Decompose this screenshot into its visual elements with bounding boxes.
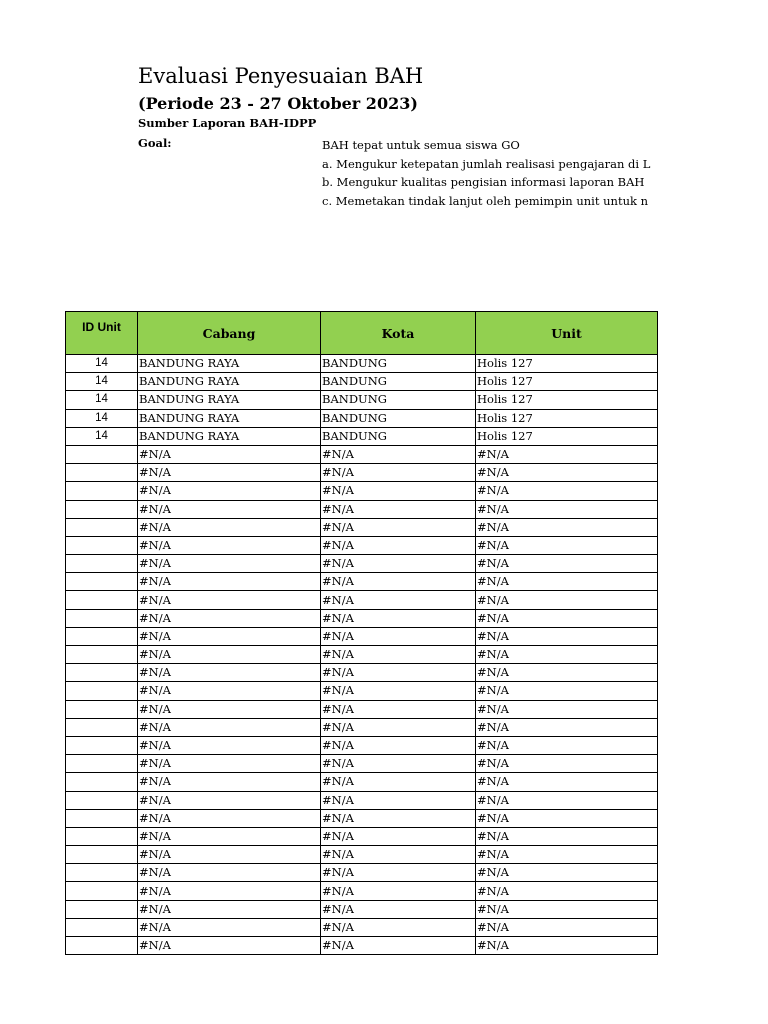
cell-kota[interactable]: #N/A <box>321 755 476 773</box>
cell-cabang[interactable]: #N/A <box>138 518 321 536</box>
cell-kota[interactable]: #N/A <box>321 846 476 864</box>
cell-cabang[interactable]: #N/A <box>138 755 321 773</box>
cell-unit[interactable]: #N/A <box>476 609 658 627</box>
table-row <box>66 827 658 845</box>
cell-id-unit[interactable] <box>66 918 138 936</box>
cell-kota[interactable]: #N/A <box>321 536 476 554</box>
cell-kota[interactable]: #N/A <box>321 609 476 627</box>
table-row <box>66 609 658 627</box>
cell-kota[interactable]: #N/A <box>321 464 476 482</box>
cell-unit[interactable]: #N/A <box>476 755 658 773</box>
table-row <box>66 427 658 445</box>
cell-cabang[interactable]: #N/A <box>138 591 321 609</box>
table-header-row <box>66 312 658 355</box>
cell-kota[interactable]: #N/A <box>321 937 476 955</box>
cell-cabang[interactable]: BANDUNG RAYA <box>138 409 321 427</box>
cell-id-unit[interactable] <box>66 627 138 645</box>
table-row <box>66 700 658 718</box>
cell-unit[interactable]: #N/A <box>476 900 658 918</box>
cell-unit[interactable]: #N/A <box>476 555 658 573</box>
cell-cabang[interactable]: #N/A <box>138 482 321 500</box>
table-row <box>66 864 658 882</box>
cell-kota[interactable]: #N/A <box>321 555 476 573</box>
table-row <box>66 846 658 864</box>
cell-id-unit[interactable] <box>66 591 138 609</box>
cell-kota[interactable]: #N/A <box>321 882 476 900</box>
page-title: Evaluasi Penyesuaian BAH <box>138 64 424 88</box>
cell-id-unit[interactable] <box>66 609 138 627</box>
table-row <box>66 773 658 791</box>
cell-cabang[interactable]: #N/A <box>138 918 321 936</box>
table-row <box>66 482 658 500</box>
cell-cabang[interactable]: #N/A <box>138 773 321 791</box>
cell-id-unit[interactable] <box>66 646 138 664</box>
cell-unit[interactable]: #N/A <box>476 573 658 591</box>
table-row <box>66 500 658 518</box>
cell-unit[interactable]: Holis 127 <box>476 391 658 409</box>
table-row <box>66 682 658 700</box>
cell-cabang[interactable]: #N/A <box>138 500 321 518</box>
cell-kota[interactable]: #N/A <box>321 482 476 500</box>
cell-unit[interactable]: #N/A <box>476 682 658 700</box>
cell-id-unit[interactable] <box>66 482 138 500</box>
cell-kota[interactable]: #N/A <box>321 736 476 754</box>
cell-id-unit[interactable]: 14 <box>66 427 138 445</box>
cell-unit[interactable]: Holis 127 <box>476 373 658 391</box>
column-header-unit: Unit <box>476 312 658 355</box>
table-row <box>66 664 658 682</box>
column-header-kota: Kota <box>321 312 476 355</box>
cell-id-unit[interactable] <box>66 827 138 845</box>
cell-cabang[interactable]: #N/A <box>138 937 321 955</box>
cell-id-unit[interactable] <box>66 809 138 827</box>
cell-unit[interactable]: #N/A <box>476 627 658 645</box>
cell-cabang[interactable]: #N/A <box>138 682 321 700</box>
cell-unit[interactable]: Holis 127 <box>476 355 658 373</box>
cell-cabang[interactable]: #N/A <box>138 609 321 627</box>
cell-id-unit[interactable] <box>66 500 138 518</box>
cell-cabang[interactable]: BANDUNG RAYA <box>138 373 321 391</box>
table-row <box>66 646 658 664</box>
cell-unit[interactable]: #N/A <box>476 736 658 754</box>
goal-line: a. Mengukur ketepatan jumlah realisasi pengajaran di L <box>322 156 651 171</box>
cell-cabang[interactable]: #N/A <box>138 536 321 554</box>
cell-unit[interactable]: #N/A <box>476 536 658 554</box>
table-row <box>66 373 658 391</box>
cell-id-unit[interactable] <box>66 791 138 809</box>
cell-kota[interactable]: #N/A <box>321 627 476 645</box>
cell-cabang[interactable]: #N/A <box>138 664 321 682</box>
cell-cabang[interactable]: #N/A <box>138 627 321 645</box>
cell-unit[interactable]: #N/A <box>476 864 658 882</box>
cell-kota[interactable]: #N/A <box>321 518 476 536</box>
cell-unit[interactable]: #N/A <box>476 809 658 827</box>
column-header-id-unit: ID Unit <box>66 312 138 355</box>
cell-cabang[interactable]: BANDUNG RAYA <box>138 355 321 373</box>
cell-kota[interactable]: #N/A <box>321 664 476 682</box>
cell-kota[interactable]: BANDUNG <box>321 391 476 409</box>
table-row <box>66 918 658 936</box>
cell-id-unit[interactable] <box>66 536 138 554</box>
cell-kota[interactable]: #N/A <box>321 918 476 936</box>
cell-kota[interactable]: BANDUNG <box>321 427 476 445</box>
cell-cabang[interactable]: #N/A <box>138 555 321 573</box>
cell-unit[interactable]: #N/A <box>476 846 658 864</box>
cell-unit[interactable]: #N/A <box>476 518 658 536</box>
cell-id-unit[interactable] <box>66 718 138 736</box>
cell-unit[interactable]: #N/A <box>476 445 658 463</box>
cell-id-unit[interactable] <box>66 573 138 591</box>
cell-kota[interactable]: #N/A <box>321 791 476 809</box>
cell-kota[interactable]: #N/A <box>321 864 476 882</box>
cell-id-unit[interactable] <box>66 773 138 791</box>
cell-cabang[interactable]: #N/A <box>138 791 321 809</box>
cell-unit[interactable]: Holis 127 <box>476 409 658 427</box>
table-row <box>66 536 658 554</box>
table-row <box>66 900 658 918</box>
cell-id-unit[interactable]: 14 <box>66 391 138 409</box>
table-row <box>66 755 658 773</box>
cell-id-unit[interactable] <box>66 555 138 573</box>
cell-id-unit[interactable] <box>66 664 138 682</box>
cell-id-unit[interactable] <box>66 700 138 718</box>
cell-cabang[interactable]: #N/A <box>138 464 321 482</box>
cell-cabang[interactable]: BANDUNG RAYA <box>138 427 321 445</box>
table-row <box>66 445 658 463</box>
cell-id-unit[interactable]: 14 <box>66 409 138 427</box>
cell-unit[interactable]: #N/A <box>476 500 658 518</box>
cell-id-unit[interactable] <box>66 736 138 754</box>
cell-cabang[interactable]: #N/A <box>138 736 321 754</box>
cell-unit[interactable]: #N/A <box>476 827 658 845</box>
table-row <box>66 355 658 373</box>
goal-line: b. Mengukur kualitas pengisian informasi laporan BAH <box>322 175 645 189</box>
table-row <box>66 809 658 827</box>
cell-id-unit[interactable] <box>66 682 138 700</box>
table-row <box>66 464 658 482</box>
cell-id-unit[interactable] <box>66 518 138 536</box>
cell-unit[interactable]: #N/A <box>476 937 658 955</box>
cell-id-unit[interactable]: 14 <box>66 355 138 373</box>
cell-unit[interactable]: #N/A <box>476 918 658 936</box>
cell-id-unit[interactable]: 14 <box>66 373 138 391</box>
unit-table <box>65 311 658 955</box>
cell-unit[interactable]: #N/A <box>476 882 658 900</box>
cell-id-unit[interactable] <box>66 755 138 773</box>
cell-cabang[interactable]: #N/A <box>138 718 321 736</box>
table-row <box>66 555 658 573</box>
cell-unit[interactable]: #N/A <box>476 718 658 736</box>
table-row <box>66 882 658 900</box>
goal-line: c. Memetakan tindak lanjut oleh pemimpin unit untuk n <box>322 193 649 208</box>
cell-id-unit[interactable] <box>66 900 138 918</box>
cell-id-unit[interactable] <box>66 846 138 864</box>
period-subtitle: (Periode 23 - 27 Oktober 2023) <box>138 94 418 113</box>
cell-kota[interactable]: #N/A <box>321 700 476 718</box>
table-row <box>66 791 658 809</box>
cell-cabang[interactable]: #N/A <box>138 700 321 718</box>
cell-kota[interactable]: BANDUNG <box>321 373 476 391</box>
goal-line: BAH tepat untuk semua siswa GO <box>322 138 520 152</box>
table-row <box>66 518 658 536</box>
cell-kota[interactable]: #N/A <box>321 809 476 827</box>
table-row <box>66 937 658 955</box>
cell-unit[interactable]: #N/A <box>476 791 658 809</box>
cell-cabang[interactable]: #N/A <box>138 646 321 664</box>
goal-label: Goal: <box>138 136 172 150</box>
cell-cabang[interactable]: #N/A <box>138 573 321 591</box>
table-row <box>66 573 658 591</box>
cell-kota[interactable]: #N/A <box>321 573 476 591</box>
column-header-cabang: Cabang <box>138 312 321 355</box>
cell-id-unit[interactable] <box>66 445 138 463</box>
table-row <box>66 591 658 609</box>
cell-cabang[interactable]: #N/A <box>138 846 321 864</box>
table-row <box>66 409 658 427</box>
cell-unit[interactable]: #N/A <box>476 664 658 682</box>
cell-kota[interactable]: #N/A <box>321 591 476 609</box>
cell-cabang[interactable]: #N/A <box>138 445 321 463</box>
cell-id-unit[interactable] <box>66 937 138 955</box>
cell-cabang[interactable]: #N/A <box>138 900 321 918</box>
cell-kota[interactable]: #N/A <box>321 500 476 518</box>
cell-id-unit[interactable] <box>66 464 138 482</box>
cell-cabang[interactable]: BANDUNG RAYA <box>138 391 321 409</box>
goal-list <box>322 136 658 208</box>
table-row <box>66 718 658 736</box>
cell-unit[interactable]: #N/A <box>476 591 658 609</box>
cell-id-unit[interactable] <box>66 864 138 882</box>
cell-id-unit[interactable] <box>66 882 138 900</box>
cell-kota[interactable]: #N/A <box>321 445 476 463</box>
cell-cabang[interactable]: #N/A <box>138 827 321 845</box>
cell-cabang[interactable]: #N/A <box>138 882 321 900</box>
table-body <box>66 355 658 955</box>
cell-kota[interactable]: BANDUNG <box>321 409 476 427</box>
cell-cabang[interactable]: #N/A <box>138 809 321 827</box>
cell-unit[interactable]: #N/A <box>476 482 658 500</box>
table-row <box>66 627 658 645</box>
cell-unit[interactable]: #N/A <box>476 646 658 664</box>
table-row <box>66 391 658 409</box>
cell-kota[interactable]: #N/A <box>321 682 476 700</box>
cell-kota[interactable]: #N/A <box>321 646 476 664</box>
report-source: Sumber Laporan BAH-IDPP <box>138 116 317 130</box>
cell-unit[interactable]: Holis 127 <box>476 427 658 445</box>
cell-unit[interactable]: #N/A <box>476 700 658 718</box>
cell-kota[interactable]: #N/A <box>321 900 476 918</box>
table-row <box>66 736 658 754</box>
cell-kota[interactable]: #N/A <box>321 718 476 736</box>
cell-cabang[interactable]: #N/A <box>138 864 321 882</box>
cell-unit[interactable]: #N/A <box>476 464 658 482</box>
cell-kota[interactable]: #N/A <box>321 773 476 791</box>
cell-kota[interactable]: BANDUNG <box>321 355 476 373</box>
cell-unit[interactable]: #N/A <box>476 773 658 791</box>
cell-kota[interactable]: #N/A <box>321 827 476 845</box>
